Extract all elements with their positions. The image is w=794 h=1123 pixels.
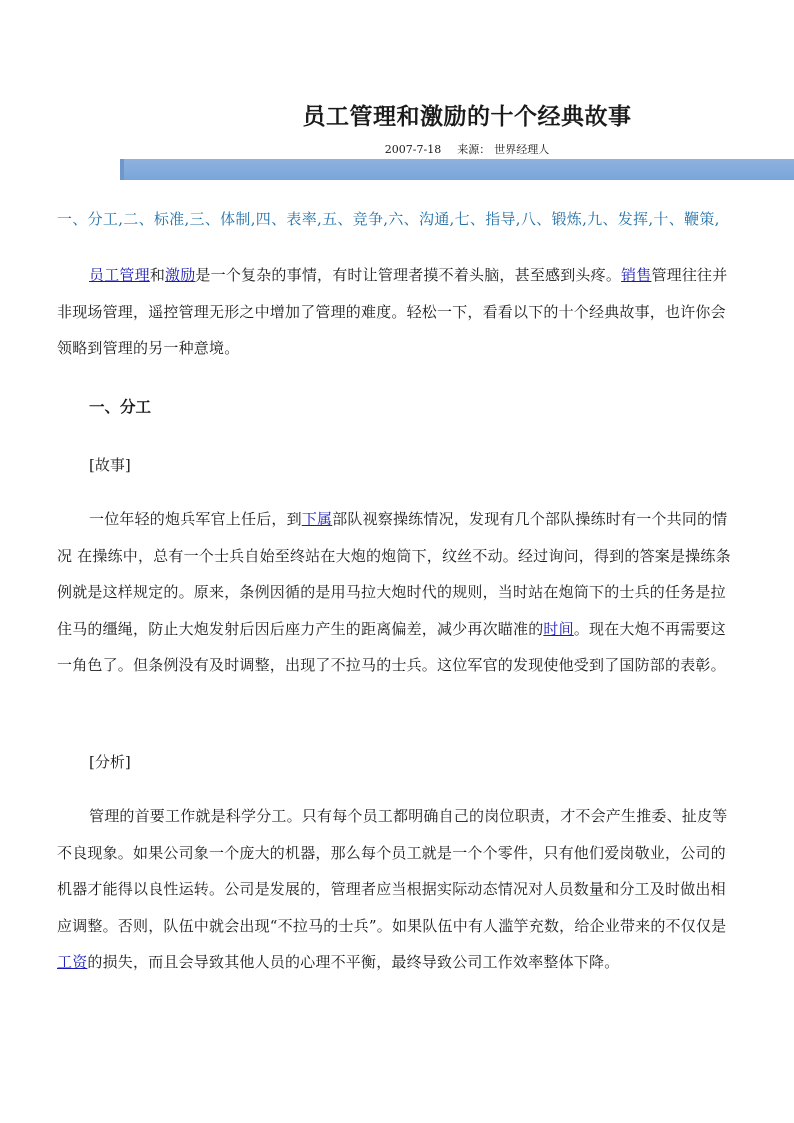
intro-conj: 和 bbox=[149, 266, 166, 284]
intro-text-1: 是一个复杂的事情，有时让管理者摸不着头脑，甚至感到头疼。 bbox=[195, 266, 622, 284]
article-title: 员工管理和激励的十个经典故事 bbox=[302, 103, 632, 130]
source-label: 来源： bbox=[457, 143, 491, 156]
article-source: 世界经理人 bbox=[494, 143, 550, 156]
intro-paragraph bbox=[57, 257, 739, 367]
section-heading-division: 一、分工 bbox=[89, 397, 152, 416]
link-time[interactable]: 时间 bbox=[543, 619, 574, 638]
story-text-2: 部队视察操练情况，发现有几个部队操练时有一个共同的情况 在操练中，总有一个士兵自始至终站在大炮的炮筒下，纹丝不动。经过询问，得到的答案是操练条例就是这样规定的。原来，条例因循的是用马拉大炮时代的规则，当时站在炮筒下的士兵的任务是拉住马的缰绳，防止大炮发射后因后座力产生的距离偏差，减少再次瞄准的 bbox=[57, 510, 731, 638]
header-bar bbox=[120, 159, 794, 180]
header-bar-edge bbox=[120, 159, 124, 180]
analysis-text-1: 管理的首要工作就是科学分工。只有每个员工都明确自己的岗位职责，才不会产生推委、扯皮等不良现象。如果公司象一个庞大的机器，那么每个员工就是一个个零件，只有他们爱岗敬业，公司的机器才能得以良性运转。公司是发展的，管理者应当根据实际动态情况对人员数量和分工及时做出相应调整。否则，队伍中就会出现“不拉马的士兵”。如果队伍中有人滥竽充数，给企业带来的不仅仅是 bbox=[57, 807, 728, 935]
article-meta bbox=[0, 142, 794, 158]
link-motivation[interactable]: 激励 bbox=[165, 266, 196, 284]
story-text-3: 。现在大炮不再需要这一角色了。但条例没有及时调整，出现了不拉马的士兵。这位军官的发现使他受到了国防部的表彰。 bbox=[57, 619, 726, 674]
analysis-paragraph bbox=[57, 798, 739, 981]
analysis-text-2: 的损失，而且会导致其他人员的心理不平衡，最终导致公司工作效率整体下降。 bbox=[87, 953, 620, 971]
story-paragraph bbox=[57, 501, 739, 684]
story-tag: [故事] bbox=[89, 456, 131, 474]
link-wages[interactable]: 工资 bbox=[57, 953, 88, 971]
intro-text-2: 管理往往并非现场管理，遥控管理无形之中增加了管理的难度。轻松一下，看看以下的十个经典故事，也许你会领略到管理的另一种意境。 bbox=[57, 266, 728, 357]
article-date: 2007-7-18 bbox=[384, 143, 442, 156]
link-sales[interactable]: 销售 bbox=[621, 266, 652, 284]
table-of-contents[interactable]: 一、分工,二、标准,三、体制,四、表率,五、竞争,六、沟通,七、指导,八、锻炼,九、发挥,十、鞭策, bbox=[57, 210, 720, 228]
story-text-1: 一位年轻的炮兵军官上任后，到 bbox=[89, 510, 302, 528]
analysis-tag: [分析] bbox=[89, 753, 131, 771]
link-subordinate[interactable]: 下属 bbox=[301, 510, 333, 528]
link-employee-management[interactable]: 员工管理 bbox=[89, 266, 150, 284]
